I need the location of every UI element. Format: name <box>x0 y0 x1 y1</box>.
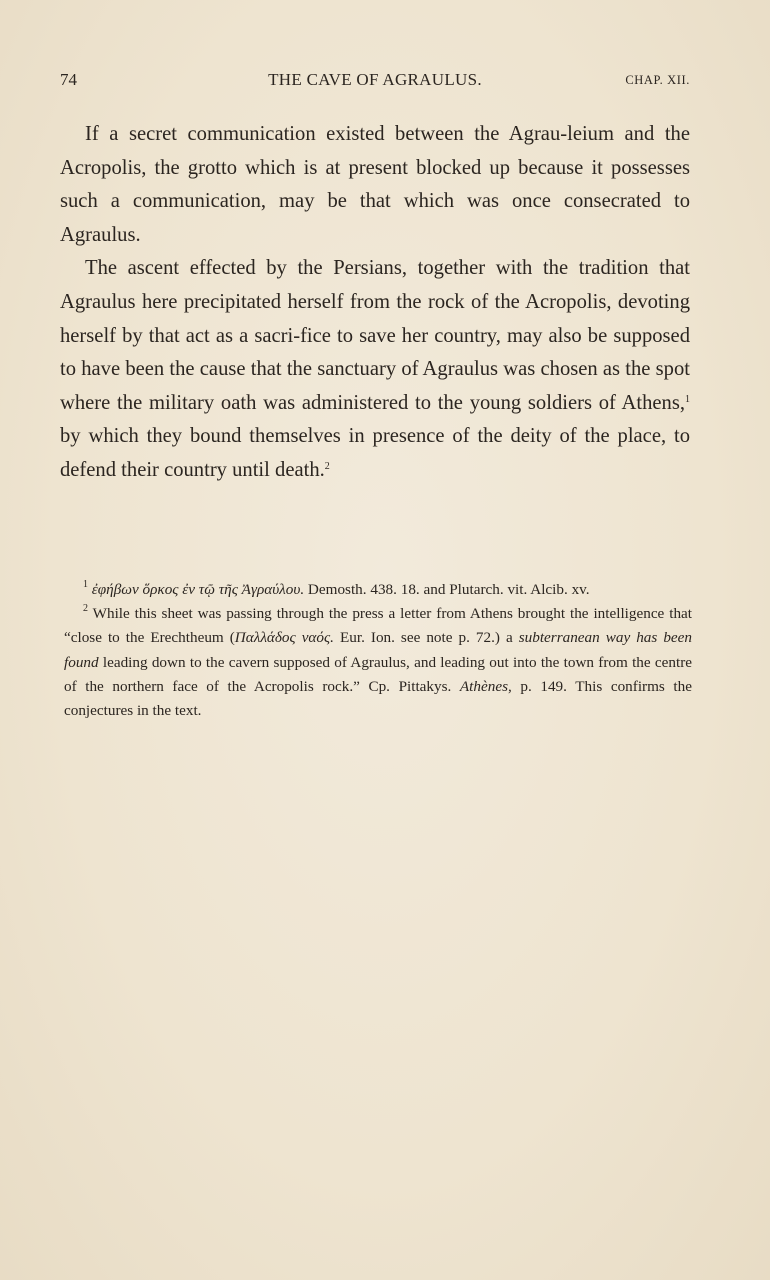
footnote-2-text-b: Eur. Ion. see note p. 72.) a <box>333 629 519 647</box>
footnote-2-text-c: leading down to the cavern supposed of Agraulus, and leading out into the town from the centre of the northern face of the Acropolis rock.” Cp. Pittakys. <box>64 653 692 695</box>
footnote-2-text-a: While this sheet was passing through the press a letter from Athens brought the intelligence that “close to the Erechtheum ( <box>64 605 692 647</box>
page-number: 74 <box>60 70 77 89</box>
footnote-1 <box>64 578 692 602</box>
footnote-2-italic: subterranean way has been found <box>64 629 692 671</box>
footnote-1-marker: 1 <box>83 579 88 590</box>
footnote-ref-2: 2 <box>324 460 330 472</box>
footnote-1-greek: ἐφήβων ὅρκος ἐν τῷ τῆς Ἀγραύλου. <box>91 581 305 598</box>
footnote-2-italic-2: Athènes <box>459 677 508 695</box>
running-title: THE CAVE OF AGRAULUS. <box>268 70 482 89</box>
footnote-ref-1: 1 <box>685 393 690 405</box>
footnote-2-marker: 2 <box>83 603 88 615</box>
footnote-1-text: Demosth. 438. 18. and Plutarch. vit. Alcib. xv. <box>304 581 590 598</box>
footnote-2-greek: Παλλάδος ναός. <box>234 629 334 647</box>
footnote-2-text-d: , p. 149. This confirms the conjectures in the text. <box>64 677 692 720</box>
paragraph-2-text-b: by which they bound themselves in presence of the deity of the place, to defend their country until death. <box>60 425 690 481</box>
running-head <box>60 70 690 96</box>
footnote-2 <box>64 602 692 723</box>
body-text <box>60 118 690 488</box>
paragraph-2 <box>60 252 690 487</box>
paragraph-2-text-a: The ascent effected by the Persians, together with the tradition that Agraulus here precipitated herself from the rock of the Acropolis, devoting herself by that act as a sacri-fice to save her country, may also be supposed to have been the cause that the sanctuary of Agraulus was chosen as the spot where the military oath was administered to the young soldiers of Athens, <box>60 257 690 414</box>
paragraph-1: If a secret communication existed between the Agrau-leium and the Acropolis, the grotto which is at present blocked up because it possesses such a communication, may be that which was once consecrated to Agraulus. <box>60 123 690 246</box>
chapter-label: CHAP. XII. <box>625 73 690 87</box>
footnotes <box>64 578 692 723</box>
